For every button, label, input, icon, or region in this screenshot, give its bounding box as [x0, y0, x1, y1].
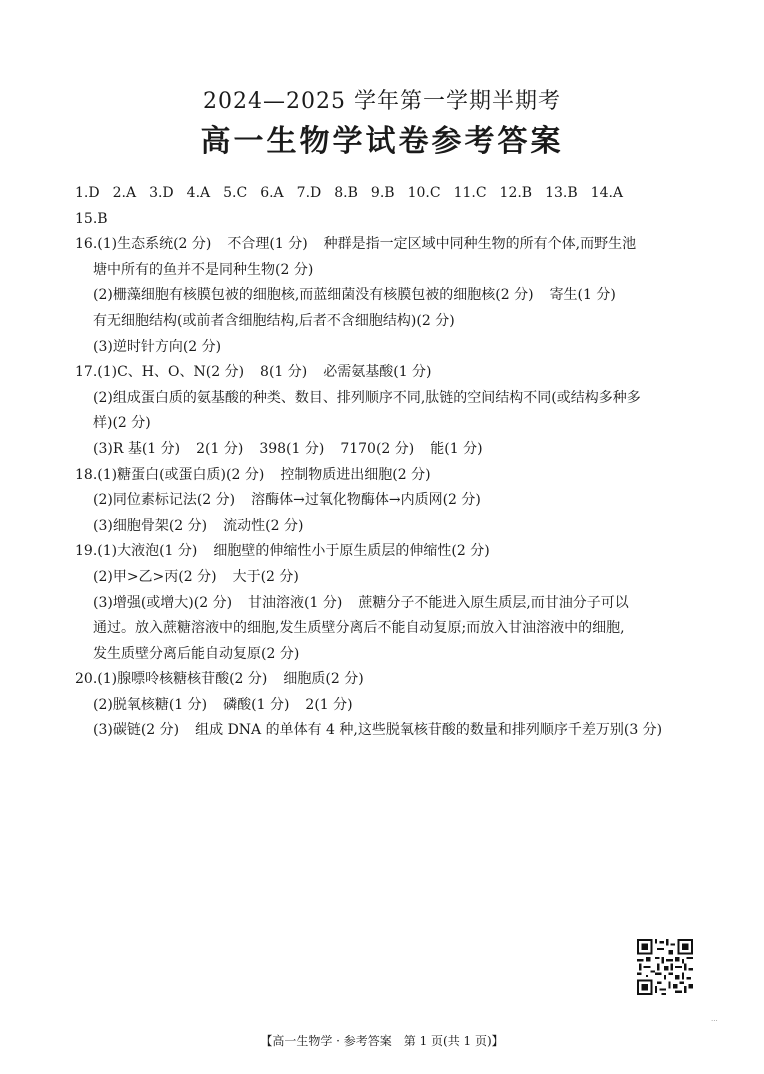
answer-lines — [75, 232, 700, 744]
answer-line — [75, 718, 700, 744]
answer-part: 大于(2 分) — [232, 568, 299, 585]
answer-part: 细胞质(2 分) — [283, 671, 364, 688]
answer-part: 蔗糖分子不能进入原生质层,而甘油分子可以 — [358, 594, 629, 611]
answer-line — [75, 463, 700, 489]
answer-part: 寄生(1 分) — [549, 287, 616, 304]
answer-part: (3)细胞骨架(2 分) — [93, 517, 208, 534]
answer-line — [75, 258, 700, 284]
answer-part: 18.(1)糖蛋白(或蛋白质)(2 分) — [75, 466, 265, 483]
answer-line — [75, 667, 700, 693]
answer-part: (2)栅藻细胞有核膜包被的细胞核,而蓝细菌没有核膜包被的细胞核(2 分) — [93, 287, 534, 304]
answer-part: 398(1 分) — [259, 440, 325, 457]
answer-part: 17.(1)C、H、O、N(2 分) — [75, 364, 245, 381]
answer-line — [75, 360, 700, 386]
multiple-choice-row — [75, 181, 700, 207]
answer-line — [75, 616, 700, 642]
answer-part: (3)碳链(2 分) — [93, 722, 180, 739]
choice-answer: 14.A — [590, 185, 624, 201]
answer-part: 7170(2 分) — [340, 440, 415, 457]
answer-part: (3)R 基(1 分) — [93, 440, 181, 457]
answer-part: (3)增强(或增大)(2 分) — [93, 594, 233, 611]
answer-part: (2)组成蛋白质的氨基酸的种类、数目、排列顺序不同,肽链的空间结构不同(或结构多种多 — [93, 389, 641, 406]
choice-answer: 6.A — [260, 185, 284, 201]
answer-part: (2)甲>乙>丙(2 分) — [93, 568, 217, 585]
answer-part: 19.(1)大液泡(1 分) — [75, 543, 198, 560]
choice-answer: 5.C — [223, 185, 248, 201]
answer-part: 必需氨基酸(1 分) — [323, 364, 432, 381]
answer-part: 样)(2 分) — [93, 415, 151, 432]
exam-title: 2024—2025 学年第一学期半期考 — [203, 89, 561, 114]
answer-part: 2(1 分) — [196, 440, 244, 457]
answer-line — [75, 283, 700, 309]
answer-line — [75, 232, 700, 258]
answer-part: 溶酶体→过氧化物酶体→内质网(2 分) — [251, 492, 481, 509]
answer-part: 8(1 分) — [260, 364, 308, 381]
choice-answer: 7.D — [296, 185, 322, 201]
answer-line — [75, 335, 700, 361]
answer-content — [75, 181, 700, 744]
qr-code-icon — [637, 939, 693, 995]
answer-line — [75, 309, 700, 335]
answer-line — [75, 565, 700, 591]
choice-answer: 2.A — [112, 185, 137, 201]
answer-part: 组成 DNA 的单体有 4 种,这些脱氧核苷酸的数量和排列顺序千差万别(3 分) — [195, 722, 663, 739]
answer-part: 2(1 分) — [305, 696, 353, 713]
answer-part: 细胞壁的伸缩性小于原生质层的伸缩性(2 分) — [213, 543, 490, 560]
answer-part: 能(1 分) — [430, 440, 483, 457]
answer-part: 有无细胞结构(或前者含细胞结构,后者不含细胞结构)(2 分) — [93, 312, 455, 329]
choice-answer: 9.B — [370, 185, 395, 201]
multiple-choice-row-2: 15.B — [75, 210, 108, 227]
answer-part: 磷酸(1 分) — [223, 696, 290, 713]
choice-answer: 1.D — [75, 185, 100, 201]
answer-part: (2)同位素标记法(2 分) — [93, 492, 236, 509]
answer-part: (3)逆时针方向(2 分) — [93, 338, 222, 355]
choice-answer: 12.B — [499, 185, 533, 201]
answer-line — [75, 642, 700, 668]
choice-answer: 4.A — [186, 185, 211, 201]
answer-part: 发生质壁分离后能自动复原(2 分) — [93, 645, 300, 662]
answer-part: 16.(1)生态系统(2 分) — [75, 236, 212, 253]
answer-part: 塘中所有的鱼并不是同种生物(2 分) — [93, 261, 314, 278]
answer-key-title: 高一生物学试卷参考答案 — [200, 124, 564, 159]
answer-part: (2)脱氧核糖(1 分) — [93, 696, 208, 713]
answer-line — [75, 591, 700, 617]
choice-answer: 8.B — [334, 185, 358, 201]
answer-part: 种群是指一定区域中同种生物的所有个体,而野生池 — [323, 236, 637, 253]
corner-mark: ... — [711, 1015, 718, 1023]
answer-part: 流动性(2 分) — [223, 517, 304, 534]
answer-line — [75, 386, 700, 412]
answer-line — [75, 693, 700, 719]
answer-line — [75, 411, 700, 437]
answer-line — [75, 488, 700, 514]
page-footer: 【高一生物学 · 参考答案 第 1 页(共 1 页)】 — [260, 1034, 504, 1048]
answer-part: 控制物质进出细胞(2 分) — [280, 466, 431, 483]
answer-part: 不合理(1 分) — [227, 236, 308, 253]
choice-answer: 3.D — [149, 185, 174, 201]
answer-line — [75, 539, 700, 565]
answer-part: 甘油溶液(1 分) — [248, 594, 343, 611]
choice-answer: 10.C — [407, 185, 441, 201]
answer-line — [75, 514, 700, 540]
choice-answer: 11.C — [453, 185, 487, 201]
choice-answer: 13.B — [545, 185, 578, 201]
answer-part: 20.(1)腺嘌呤核糖核苷酸(2 分) — [75, 671, 268, 688]
answer-line — [75, 437, 700, 463]
answer-part: 通过。放入蔗糖溶液中的细胞,发生质壁分离后不能自动复原;而放入甘油溶液中的细胞, — [93, 620, 625, 637]
